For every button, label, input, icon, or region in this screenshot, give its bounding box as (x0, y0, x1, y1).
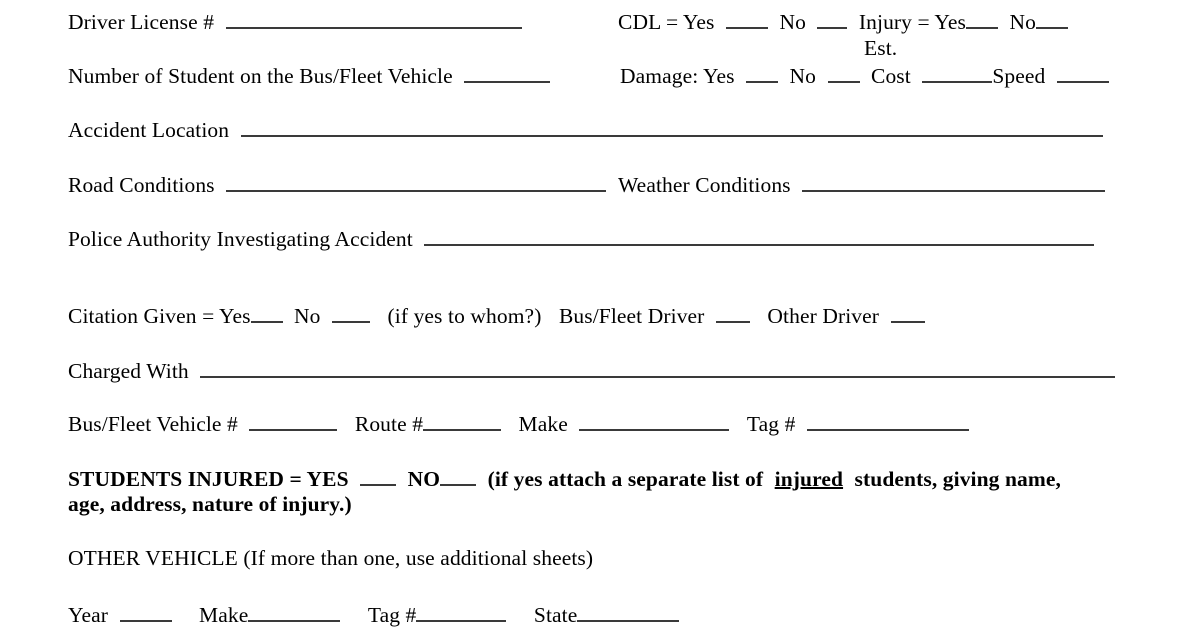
accident-location-label: Accident Location (68, 117, 230, 142)
bus-fleet-vehicle-label: Bus/Fleet Vehicle # (68, 411, 238, 436)
other-driver-label: Other Driver (767, 303, 880, 328)
year-label: Year (68, 602, 109, 627)
cdl-no-label: No (779, 9, 806, 34)
citation-yes-blank[interactable] (251, 304, 283, 323)
citation-given-label: Citation Given = Yes (68, 303, 251, 328)
students-injured-no-label: NO (407, 466, 441, 491)
other-tag-blank[interactable] (416, 603, 506, 622)
tag-label: Tag # (746, 411, 796, 436)
students-injured-row (68, 467, 1061, 490)
driver-license-row (68, 10, 522, 33)
damage-row (620, 64, 1109, 87)
bus-fleet-vehicle-blank[interactable] (249, 412, 337, 431)
cdl-no-blank[interactable] (817, 10, 847, 29)
route-label: Route # (354, 411, 424, 436)
citation-no-blank[interactable] (332, 304, 370, 323)
other-vehicle-details-row (68, 603, 679, 626)
students-injured-note-post: students, giving name, (854, 466, 1062, 491)
accident-location-blank[interactable] (241, 118, 1103, 137)
cdl-injury-row (618, 10, 1068, 33)
police-authority-label: Police Authority Investigating Accident (68, 226, 413, 251)
injury-yes-blank[interactable] (966, 10, 998, 29)
number-of-students-label: Number of Student on the Bus/Fleet Vehicle (68, 63, 453, 88)
road-conditions-label: Road Conditions (68, 172, 215, 197)
other-vehicle-row (68, 548, 593, 570)
charged-with-label: Charged With (68, 358, 189, 383)
students-injured-label: STUDENTS INJURED = YES (68, 466, 349, 491)
students-injured-note-emph: injured (774, 466, 844, 491)
weather-conditions-blank[interactable] (802, 173, 1105, 192)
police-authority-blank[interactable] (424, 227, 1094, 246)
est-label: Est. (864, 36, 898, 60)
make-blank[interactable] (579, 412, 729, 431)
year-blank[interactable] (120, 603, 172, 622)
route-blank[interactable] (423, 412, 501, 431)
est-row (864, 38, 897, 60)
injury-no-blank[interactable] (1036, 10, 1068, 29)
police-authority-row (68, 227, 1094, 250)
cost-blank[interactable] (922, 64, 992, 83)
weather-conditions-row (618, 173, 1105, 196)
bus-fleet-vehicle-row (68, 412, 969, 435)
weather-conditions-label: Weather Conditions (618, 172, 791, 197)
cdl-yes-blank[interactable] (726, 10, 768, 29)
speed-blank[interactable] (1057, 64, 1109, 83)
road-conditions-row (68, 173, 606, 196)
accident-location-row (68, 118, 1103, 141)
injury-no-label: No (1009, 9, 1036, 34)
citation-no-label: No (294, 303, 321, 328)
students-injured-no-blank[interactable] (440, 467, 476, 486)
other-vehicle-label: OTHER VEHICLE (If more than one, use additional sheets) (68, 546, 594, 570)
charged-with-row (68, 359, 1115, 382)
students-injured-note-pre: (if yes attach a separate list of (487, 466, 764, 491)
citation-whom-label: (if yes to whom?) (387, 303, 542, 328)
damage-label: Damage: Yes (620, 63, 735, 88)
driver-license-blank[interactable] (226, 10, 522, 29)
other-make-label: Make (199, 602, 249, 627)
students-injured-yes-blank[interactable] (360, 467, 396, 486)
other-make-blank[interactable] (248, 603, 340, 622)
bus-fleet-driver-label: Bus/Fleet Driver (558, 303, 705, 328)
make-label: Make (518, 411, 568, 436)
number-of-students-row (68, 64, 550, 87)
students-injured-row-2 (68, 494, 352, 516)
tag-blank[interactable] (807, 412, 969, 431)
damage-yes-blank[interactable] (746, 64, 778, 83)
number-of-students-blank[interactable] (464, 64, 550, 83)
speed-label: Speed (992, 63, 1046, 88)
damage-no-blank[interactable] (828, 64, 860, 83)
other-tag-label: Tag # (367, 602, 417, 627)
state-label: State (533, 602, 578, 627)
cost-label: Cost (871, 63, 911, 88)
injury-label: Injury = Yes (858, 9, 966, 34)
other-driver-blank[interactable] (891, 304, 925, 323)
cdl-label: CDL = Yes (618, 9, 715, 34)
citation-given-row (68, 304, 925, 327)
charged-with-blank[interactable] (200, 359, 1115, 378)
driver-license-label: Driver License # (68, 9, 215, 34)
bus-fleet-driver-blank[interactable] (716, 304, 750, 323)
state-blank[interactable] (577, 603, 679, 622)
students-injured-note-line2: age, address, nature of injury.) (68, 492, 352, 516)
damage-no-label: No (789, 63, 817, 88)
road-conditions-blank[interactable] (226, 173, 606, 192)
